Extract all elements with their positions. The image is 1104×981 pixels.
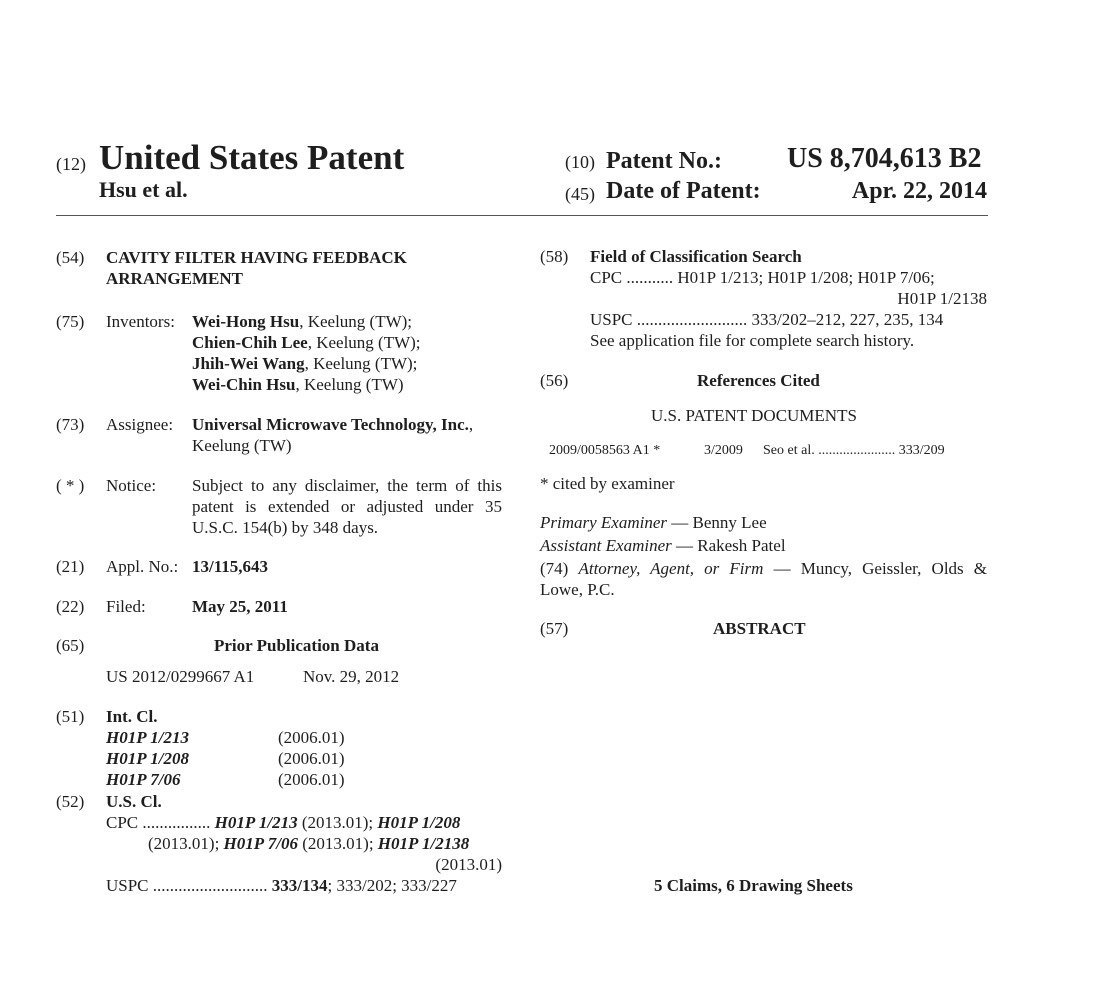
field-search-heading: Field of Classification Search bbox=[590, 247, 802, 266]
inventors-code: (75) bbox=[56, 312, 85, 331]
primary-examiner: Primary Examiner — Benny Lee bbox=[540, 513, 767, 532]
prior-pub-heading: Prior Publication Data bbox=[214, 636, 379, 655]
field-search-code: (58) bbox=[540, 247, 569, 266]
date-code: (45) bbox=[565, 184, 595, 204]
filed-code: (22) bbox=[56, 597, 85, 616]
patent-date: Apr. 22, 2014 bbox=[851, 178, 987, 204]
reference-date: 3/2009 bbox=[704, 443, 743, 458]
notice-line: Subject to any disclaimer, the term of this bbox=[192, 476, 502, 495]
intcl-code: (51) bbox=[56, 707, 85, 726]
type-code: (12) bbox=[56, 154, 86, 174]
uscl-heading: U.S. Cl. bbox=[106, 792, 162, 811]
intcl-class: H01P 1/213 bbox=[106, 728, 189, 747]
filed-label: Filed: bbox=[106, 597, 146, 616]
prior-pub-number: US 2012/0299667 A1 bbox=[106, 667, 255, 686]
abstract-heading: ABSTRACT bbox=[713, 619, 806, 638]
abstract-code: (57) bbox=[540, 619, 569, 638]
authors: Hsu et al. bbox=[99, 177, 188, 202]
refs-code: (56) bbox=[540, 371, 569, 390]
uscl-code: (52) bbox=[56, 792, 85, 811]
uscl-uspc-line: USPC ........................... 333/134; 333/202; 333/227 bbox=[106, 876, 457, 895]
invention-title-line1: CAVITY FILTER HAVING FEEDBACK bbox=[106, 248, 407, 267]
filed-date: May 25, 2011 bbox=[192, 597, 288, 616]
inventors-label: Inventors: bbox=[106, 312, 175, 331]
assignee-label: Assignee: bbox=[106, 415, 174, 434]
attorney-agent-cont: Lowe, P.C. bbox=[540, 580, 615, 599]
inventor-entry: Chien-Chih Lee, Keelung (TW); bbox=[192, 333, 421, 352]
field-cpc-line: H01P 1/2138 bbox=[897, 289, 987, 308]
us-patent-documents-heading: U.S. PATENT DOCUMENTS bbox=[651, 406, 857, 425]
intcl-version: (2006.01) bbox=[278, 749, 345, 768]
field-uspc-line: USPC .......................... 333/202–212, 227, 235, 134 bbox=[590, 310, 944, 329]
claims-sheets: 5 Claims, 6 Drawing Sheets bbox=[654, 876, 853, 895]
assignee-name: Universal Microwave Technology, Inc., bbox=[192, 415, 474, 434]
uscl-cpc-line: CPC ................ H01P 1/213 (2013.01); H01P 1/208 bbox=[106, 813, 461, 832]
uscl-cpc-line: (2013.01) bbox=[435, 855, 502, 874]
prior-pub-date: Nov. 29, 2012 bbox=[303, 667, 400, 686]
notice-line: patent is extended or adjusted under 35 bbox=[192, 497, 502, 516]
intcl-version: (2006.01) bbox=[278, 770, 345, 789]
intcl-class: H01P 1/208 bbox=[106, 749, 189, 768]
cited-by-examiner: * cited by examiner bbox=[540, 474, 675, 493]
field-cpc-line: CPC ........... H01P 1/213; H01P 1/208; H01P 7/06; bbox=[590, 268, 935, 287]
intcl-version: (2006.01) bbox=[278, 728, 345, 747]
refs-heading: References Cited bbox=[697, 371, 820, 390]
patent-no-code: (10) bbox=[565, 152, 595, 172]
attorney-agent: (74) Attorney, Agent, or Firm — Muncy, Geissler, Olds & bbox=[540, 559, 988, 578]
inventor-entry: Wei-Hong Hsu, Keelung (TW); bbox=[192, 312, 413, 331]
assignee-location: Keelung (TW) bbox=[192, 436, 292, 455]
notice-label: Notice: bbox=[106, 476, 157, 495]
invention-title-line2: ARRANGEMENT bbox=[106, 269, 243, 288]
title-code: (54) bbox=[56, 248, 85, 267]
appl-code: (21) bbox=[56, 557, 85, 576]
notice-line: U.S.C. 154(b) by 348 days. bbox=[192, 518, 379, 537]
reference-author: Seo et al. ...................... 333/209 bbox=[763, 443, 945, 458]
patent-number: US 8,704,613 B2 bbox=[787, 143, 982, 174]
patent-no-label: Patent No.: bbox=[606, 148, 722, 174]
intcl-heading: Int. Cl. bbox=[106, 707, 158, 726]
header-divider bbox=[56, 215, 988, 216]
reference-number: 2009/0058563 A1 * bbox=[549, 443, 661, 458]
assignee-code: (73) bbox=[56, 415, 85, 434]
uscl-cpc-line: (2013.01); H01P 7/06 (2013.01); H01P 1/2138 bbox=[148, 834, 470, 853]
appl-number: 13/115,643 bbox=[192, 557, 269, 576]
field-see-application: See application file for complete search history. bbox=[590, 331, 915, 350]
appl-label: Appl. No.: bbox=[106, 557, 179, 576]
document-title: United States Patent bbox=[99, 138, 405, 177]
intcl-class: H01P 7/06 bbox=[106, 770, 181, 789]
inventor-entry: Wei-Chin Hsu, Keelung (TW) bbox=[192, 375, 404, 394]
notice-code: ( * ) bbox=[56, 476, 85, 495]
prior-pub-code: (65) bbox=[56, 636, 85, 655]
assistant-examiner: Assistant Examiner — Rakesh Patel bbox=[540, 536, 786, 555]
inventor-entry: Jhih-Wei Wang, Keelung (TW); bbox=[192, 354, 418, 373]
date-label: Date of Patent: bbox=[606, 178, 761, 204]
